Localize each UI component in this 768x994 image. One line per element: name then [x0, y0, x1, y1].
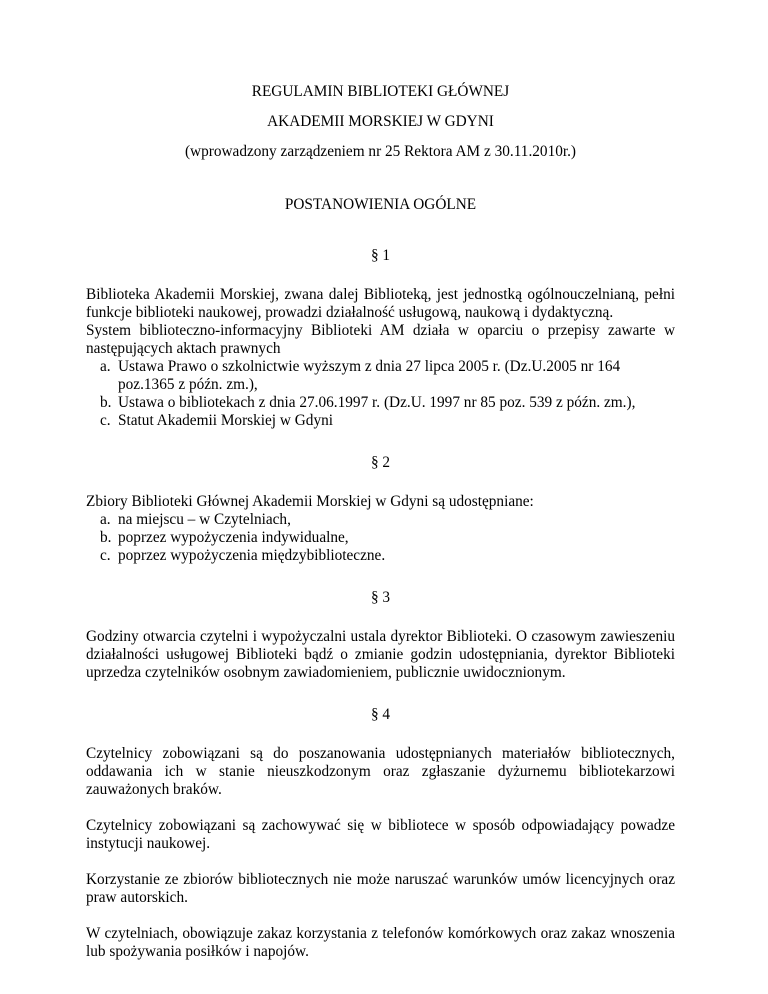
list-item [86, 358, 675, 394]
section-2-intro: Zbiory Biblioteki Głównej Akademii Morskiej w Gdyni są udostępniane: [86, 493, 534, 510]
section-heading: POSTANOWIENIA OGÓLNE [284, 196, 477, 213]
section-4-paragraph: Czytelnicy zobowiązani są do poszanowania udostępnianych materiałów bibliotecznych, oddawania ich w stanie nieuszkodzonym oraz zgłaszanie dyżurnemu bibliotekarzowi zauważonych braków. [86, 745, 675, 798]
document-content [86, 83, 675, 961]
list-item [86, 412, 675, 430]
list-marker: b. [100, 529, 112, 546]
section-1-intro: Biblioteka Akademii Morskiej, zwana dalej Biblioteką, jest jednostką ogólnouczelnianą, pełni funkcje biblioteki naukowej, prowadzi działalność usługową, naukową i dydaktyczną. [86, 286, 675, 321]
document-title-line1: REGULAMIN BIBLIOTEKI GŁÓWNEJ [251, 83, 510, 100]
list-item-text: poprzez wypożyczenia indywidualne, [118, 529, 349, 546]
list-marker: a. [100, 358, 111, 375]
section-3-text: Godziny otwarcia czytelni i wypożyczalni ustala dyrektor Biblioteki. O czasowym zawieszeniu działalności usługowej Biblioteki bądź o zmianie godzin udostępniania, dyrektor Biblioteki uprzedza czytelników osobnym zawiadomieniem, publicznie uwidocznionym. [86, 628, 675, 681]
list-item-text: Statut Akademii Morskiej w Gdyni [118, 412, 333, 429]
list-item-text: Ustawa o bibliotekach z dnia 27.06.1997 r. (Dz.U. 1997 nr 85 poz. 539 z późn. zm.), [118, 394, 636, 411]
section-1-system-text: System biblioteczno-informacyjny Biblioteki AM działa w oparciu o przepisy zawarte w następujących aktach prawnych [86, 322, 675, 357]
list-marker: c. [100, 412, 111, 429]
section-1-legal-acts-list [86, 358, 675, 430]
list-item [86, 394, 675, 412]
section-2-access-list [86, 511, 675, 565]
list-item [86, 529, 675, 547]
list-marker: a. [100, 511, 111, 528]
section-4-paragraph: Korzystanie ze zbiorów bibliotecznych nie może naruszać warunków umów licencyjnych oraz praw autorskich. [86, 871, 675, 906]
list-item-text: poprzez wypożyczenia międzybiblioteczne. [118, 547, 386, 564]
paragraph-number-4: § 4 [370, 706, 391, 723]
document-title-line2: AKADEMII MORSKIEJ W GDYNI [267, 113, 494, 130]
list-item [86, 547, 675, 565]
list-item [86, 511, 675, 529]
list-marker: b. [100, 394, 112, 411]
section-4-paragraph: W czytelniach, obowiązuje zakaz korzystania z telefonów komórkowych oraz zakaz wnoszenia lub spożywania posiłków i napojów. [86, 925, 675, 960]
paragraph-number-2: § 2 [370, 454, 391, 471]
document-subtitle: (wprowadzony zarządzeniem nr 25 Rektora AM z 30.11.2010r.) [184, 143, 577, 160]
section-4-paragraph: Czytelnicy zobowiązani są zachowywać się w bibliotece w sposób odpowiadający powadze instytucji naukowej. [86, 817, 675, 852]
paragraph-number-1: § 1 [370, 247, 391, 264]
list-marker: c. [100, 547, 111, 564]
list-item-text: na miejscu – w Czytelniach, [118, 511, 291, 528]
list-item-text: Ustawa Prawo o szkolnictwie wyższym z dnia 27 lipca 2005 r. (Dz.U.2005 nr 164 poz.1365 z późn. zm.), [118, 358, 621, 393]
paragraph-number-3: § 3 [370, 589, 391, 606]
